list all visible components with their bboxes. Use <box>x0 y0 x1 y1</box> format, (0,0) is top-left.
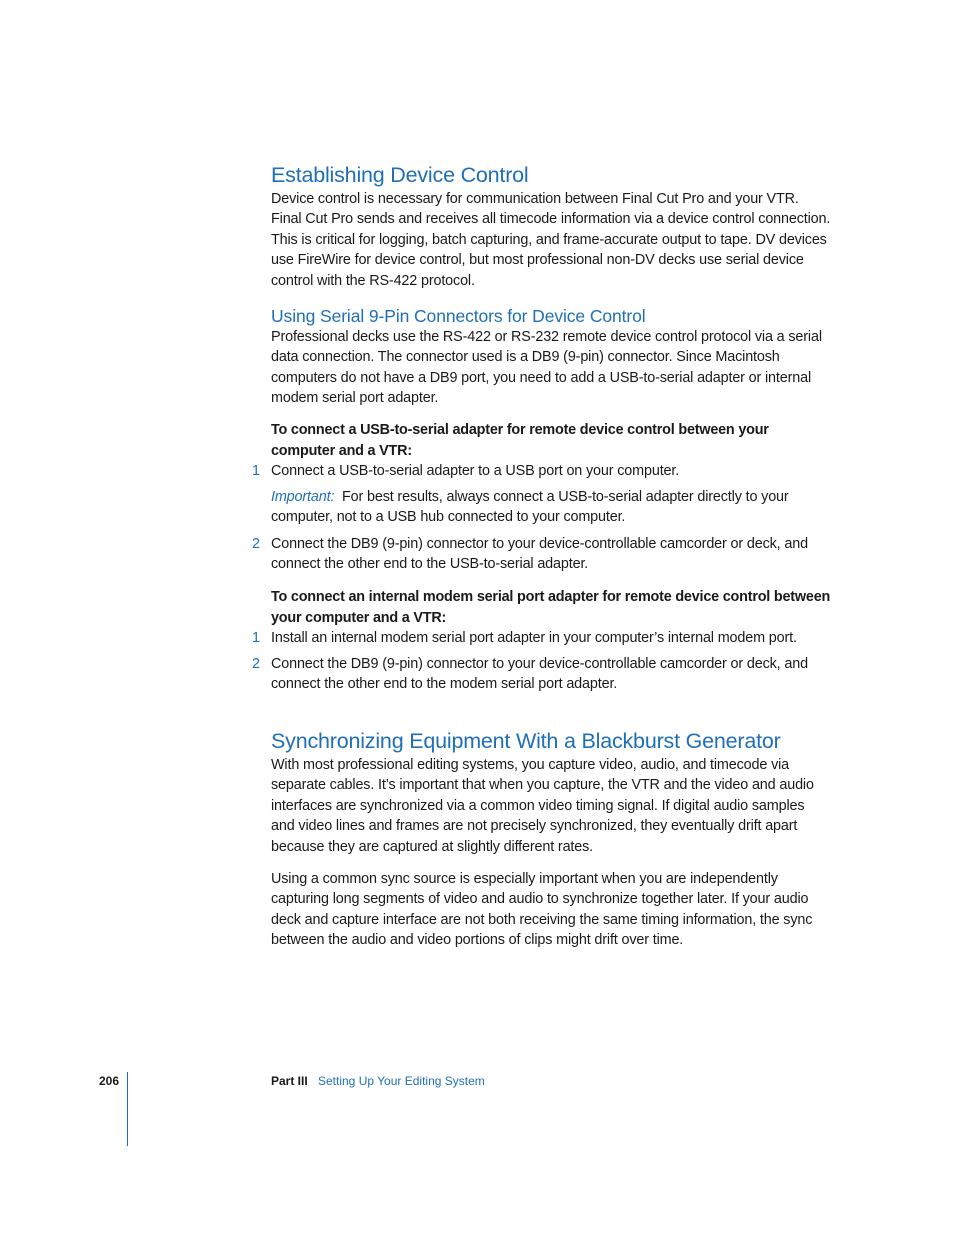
section-synchronizing-equipment <box>271 728 831 951</box>
step-text: Connect the DB9 (9-pin) connector to your device-controllable camcorder or deck, and connect the other end to the modem serial port adapter. <box>271 656 808 693</box>
footer-part-label: Part III <box>271 1074 308 1088</box>
subsection-heading: Using Serial 9-Pin Connectors for Device Control <box>271 306 646 326</box>
subsection-serial-9pin <box>271 305 831 409</box>
task-modem-serial <box>271 587 831 629</box>
task-usb-serial <box>271 420 831 462</box>
footer-part-title: Setting Up Your Editing System <box>318 1074 485 1088</box>
section-heading: Synchronizing Equipment With a Blackburst Generator <box>271 729 781 753</box>
step-number: 2 <box>252 656 261 672</box>
task-lead: To connect an internal modem serial port adapter for remote device control between your computer and a VTR: <box>271 589 831 626</box>
footer-rule <box>127 1072 128 1146</box>
important-note <box>271 487 851 528</box>
step-text: Connect a USB-to-serial adapter to a USB port on your computer. <box>271 463 680 479</box>
page-number: 206 <box>99 1074 120 1088</box>
step-item <box>252 534 851 575</box>
body-paragraph: Device control is necessary for communication between Final Cut Pro and your VTR. Final Cut Pro sends and receives all timecode information via a device control connection. This is critical for logging, batch capturing, and frame-accurate output to tape. DV devices use FireWire for device control, but most professional non-DV decks use serial device control with the RS-422 protocol. <box>271 191 831 289</box>
body-paragraph: Professional decks use the RS-422 or RS-232 remote device control protocol via a serial data connection. The connector used is a DB9 (9-pin) connector. Since Macintosh computers do not have a DB9 port, you need to add a USB-to-serial adapter or internal modem serial port adapter. <box>271 329 822 407</box>
step-text: Connect the DB9 (9-pin) connector to your device-controllable camcorder or deck, and connect the other end to the USB-to-serial adapter. <box>271 536 808 573</box>
step-item <box>252 461 851 481</box>
important-label: Important: <box>271 489 335 505</box>
step-text: Install an internal modem serial port adapter in your computer’s internal modem port. <box>271 630 797 646</box>
step-number: 1 <box>252 463 261 479</box>
section-heading: Establishing Device Control <box>271 163 529 187</box>
body-paragraph: Using a common sync source is especially important when you are independently capturing long segments of video and audio to synchronize together later. If your audio deck and capture interface are not both receiving the same timing information, the sync between the audio and video portions of clips might drift over time. <box>271 871 813 949</box>
important-body: For best results, always connect a USB-to-serial adapter directly to your computer, not to a USB hub connected to your computer. <box>271 489 789 526</box>
step-item <box>252 654 851 695</box>
step-number: 2 <box>252 536 261 552</box>
task-lead: To connect a USB-to-serial adapter for remote device control between your computer and a VTR: <box>271 422 769 459</box>
important-text <box>271 487 851 528</box>
step-number: 1 <box>252 630 261 646</box>
section-establishing-device-control <box>271 162 831 291</box>
step-item <box>252 628 851 648</box>
body-paragraph: With most professional editing systems, you capture video, audio, and timecode via separate cables. It’s important that when you capture, the VTR and the video and audio interfaces are synchronized via a common video timing signal. If digital audio samples and video lines and frames are not precisely synchronized, they eventually drift apart because they are captured at slightly different rates. <box>271 757 814 855</box>
